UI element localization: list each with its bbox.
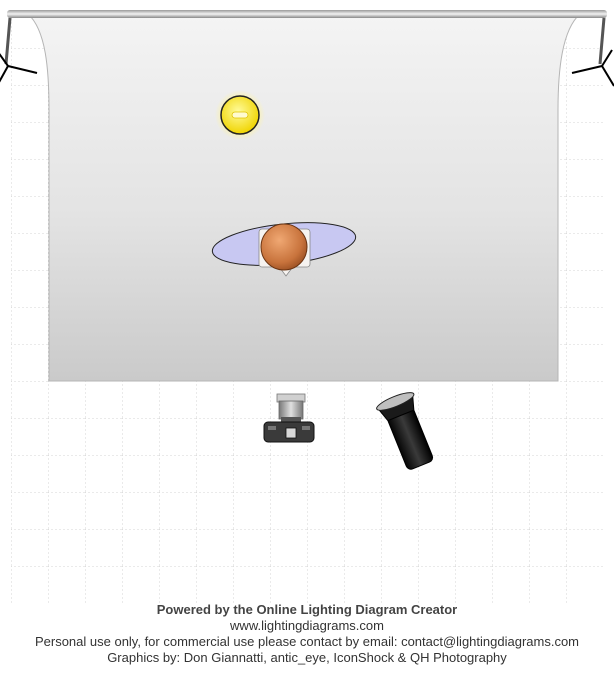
background-light xyxy=(215,90,265,140)
backdrop-paper xyxy=(28,14,580,381)
backdrop-roll xyxy=(7,10,607,18)
powered-by-text: Powered by the Online Lighting Diagram Creator xyxy=(156,602,458,617)
graphics-credits: Graphics by: Don Giannatti, antic_eye, IconShock & QH Photography xyxy=(107,650,507,665)
website-link[interactable]: www.lightingdiagrams.com xyxy=(230,618,384,633)
credits-footer xyxy=(0,602,614,666)
usage-notice: Personal use only, for commercial use please contact by email: contact@lightingdiagrams.com xyxy=(34,634,580,649)
